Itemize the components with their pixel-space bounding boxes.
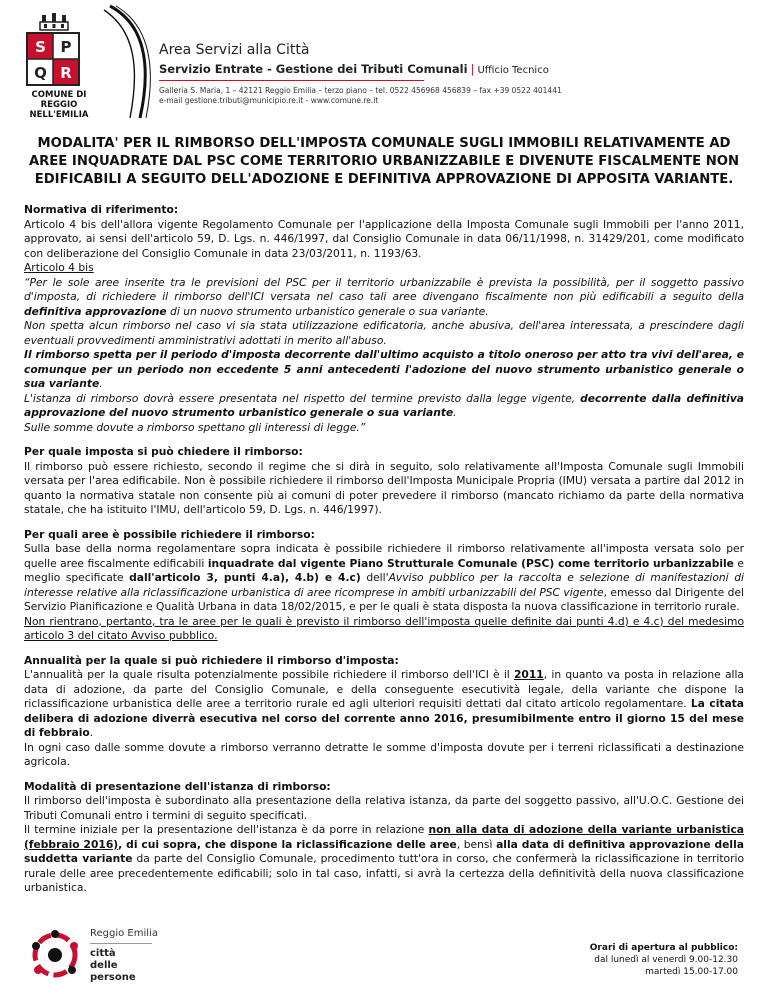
paragraph: Il rimborso può essere richiesto, secondo il regime che si dirà in seguito, solo relativamente all'Imposta Comunale sugli Immobili versata per l'area edificabile. Non è possibile richiedere il rimborso dell'Imposta Municipale Propria (IMU) versata a partire dal 2012 in quanto la normativa statale non consente più ai comuni di poter prevedere il rimborso (mancato richiamo da parte della normativa statale, che ha istituito l'IMU, dell'articolo 59, D. Lgs. n. 446/1997).	[24, 459, 744, 516]
section-heading: Annualità per la quale si può richiedere il rimborso d'imposta:	[24, 653, 399, 667]
text-run: .	[453, 406, 457, 419]
paragraph	[24, 542, 744, 615]
people-logo-icon	[26, 926, 84, 984]
text-run-bold: inquadrate dal vigente Piano Strutturale Comunale (PSC) come territorio urbanizzabile	[207, 556, 734, 570]
footer-logo-rule	[90, 943, 152, 944]
text-run-bold: dall'articolo 3, punti 4.a), 4.b) e 4.c)	[129, 571, 361, 584]
footer-slogan-line-1: città	[90, 948, 116, 959]
crest-caption	[16, 90, 102, 120]
text-run-bold: decorrente dalla definitiva approvazione del nuovo strumento urbanistico generale o sua variante	[24, 391, 745, 419]
section-modalita	[24, 780, 744, 896]
quote-paragraph	[24, 276, 744, 320]
quote-paragraph	[24, 392, 744, 421]
service-title	[159, 62, 549, 76]
section-heading: Normativa di riferimento:	[24, 203, 179, 216]
shield-icon	[26, 32, 80, 86]
paragraph	[24, 823, 744, 896]
crest-caption-line-2: REGGIO NELL'EMILIA	[29, 100, 89, 120]
service-name: Servizio Entrate - Gestione dei Tributi Comunali	[159, 62, 468, 76]
text-run-bold: definitiva approvazione	[24, 304, 167, 318]
footer-slogan-line-2: delle persone	[90, 960, 136, 983]
crest-letter-s: S	[35, 38, 46, 56]
quote-paragraph: Sulle somme dovute a rimborso spettano gli interessi di legge.”	[24, 420, 366, 434]
crest-letter-r: R	[60, 64, 72, 82]
office-name: Ufficio Tecnico	[477, 65, 549, 76]
paragraph: Il rimborso dell'imposta è subordinato alla presentazione della relativa istanza, da parte del soggetto passivo, all'U.O.C. Gestione dei Tributi Comunali entro i termini di seguito specificati.	[24, 794, 744, 822]
text-run-bold: Il rimborso spetta per il periodo d'imposta decorrente dall'ultimo acquisto a titolo oneroso per atto tra vivi dell'area, e comunque per un periodo non eccedente 5 anni antecedenti l'adozione del nuovo strumento urbanistico generale o sua variante	[24, 348, 744, 390]
text-run: , bensì	[456, 837, 497, 851]
quote-paragraph: Non spetta alcun rimborso nel caso vi sia stata utilizzazione edificatoria, anche abusiva, dell'area interessata, a prescindere dagli eventuali provvedimenti amministrativi adottati in merito all'abuso.	[24, 319, 744, 347]
crest-caption-line-1: COMUNE DI	[31, 90, 87, 100]
text-run-bold: , di cui sopra, che dispone la riclassificazione delle aree	[118, 837, 457, 851]
header-address: Galleria S. Maria, 1 – 42121 Reggio Emilia – terzo piano – tel. 0522 456968 456839 – fax +39 0522 401441	[159, 86, 562, 95]
header-address-block	[159, 86, 562, 106]
footer-slogan	[90, 948, 166, 984]
article-label: Articolo 4 bis	[24, 261, 94, 274]
text-run: .	[89, 726, 94, 739]
opening-hours-line-2: martedì 15.00-17.00	[645, 967, 738, 977]
opening-hours-line-1: dal lunedì al venerdì 9.00-12.30	[594, 955, 738, 965]
text-run: , in quanto va posta in relazione alla data di adozione, da parte del Consiglio Comunale, e della conseguente esecutività legale, della variante che dispone la riclassificazione urbanistica delle aree a territorio rurale ed agli ulteriori requisiti dettati dal citato articolo regolamentare.	[24, 668, 744, 710]
section-annualita	[24, 654, 744, 770]
text-run: L'istanza di rimborso dovrà essere presentata nel rispetto del termine previsto dalla legge vigente,	[24, 391, 581, 405]
opening-hours	[590, 942, 738, 978]
section-heading: Per quali aree è possibile richiedere il rimborso:	[24, 527, 315, 541]
letterhead-swoosh-icon	[96, 4, 156, 120]
text-run-bold: La citata delibera di adozione diverrà esecutiva nel corso del corrente anno 2016, presumibilmente entro il giorno 15 del mese di febbraio	[24, 697, 744, 739]
footer-logo	[26, 924, 166, 986]
text-run: di un nuovo strumento urbanistico generale o sua variante.	[166, 304, 489, 318]
text-run: Il termine iniziale per la presentazione dell'istanza è da porre in relazione	[24, 823, 429, 836]
text-run: da parte del Consiglio Comunale, procedimento tutt'ora in corso, che confermerà la riclassificazione in territorio rurale delle aree precedentemente edificabili; solo in tal caso, infatti, si avrà la certezza della definitività della nuova classificazione urbanistica.	[24, 852, 744, 894]
header-separator: |	[470, 62, 475, 76]
section-heading: Modalità di presentazione dell'istanza di rimborso:	[24, 779, 331, 793]
header-contacts: e-mail gestione.tributi@municipio.re.it - www.comune.re.it	[159, 96, 379, 105]
paragraph: In ogni caso dalle somme dovute a rimborso verranno detratte le somme d'imposta dovute per i terreni riclassificati a destinazione agricola.	[24, 740, 744, 768]
crown-icon	[38, 12, 70, 32]
paragraph-underlined: Non rientrano, pertanto, tra le aree per le quali è previsto il rimborso dell'imposta quelle definite dai punti 4.d) e 4.c) del medesimo articolo 3 del citato Avviso pubblico.	[24, 614, 744, 642]
footer-city: Reggio Emilia	[90, 928, 158, 939]
section-heading: Per quale imposta si può chiedere il rimborso:	[24, 445, 303, 458]
paragraph: Articolo 4 bis dell'allora vigente Regolamento Comunale per l'applicazione della Imposta Comunale sugli Immobili per l'anno 2011, approvato, ai sensi dell'articolo 59, D. Lgs. n. 446/1997, dal Consiglio Comunale in data 06/11/1998, n. 31429/201, come modificato con deliberazione del Consiglio Comunale in data 23/03/2011, n. 1193/63.	[24, 217, 744, 260]
text-run-bold: alla data di definitiva approvazione della suddetta variante	[24, 837, 744, 865]
text-run: , emesso dal Dirigente del Servizio Pianificazione e Qualità Urbana in data 18/02/2015, e per le quali è stata disposta la nuova classificazione in territorio rurale.	[24, 585, 744, 613]
text-run: “Per le sole aree inserite tra le previsioni del PSC per il territorio urbanizzabile è prevista la possibilità, per il soggetto passivo d'imposta, di richiedere il rimborso dell'ICI versata nel caso tali aree divengano fiscalmente non più edificabili a seguito della	[24, 275, 744, 303]
header-rule	[159, 80, 424, 81]
document-title: MODALITA' PER IL RIMBORSO DELL'IMPOSTA COMUNALE SUGLI IMMOBILI RELATIVAMENTE AD AREE INQUADRATE DAL PSC COME TERRITORIO URBANIZZABILE E DIVENUTE FISCALMENTE NON EDIFICABILI A SEGUITO DELL'ADOZIONE E DEFINITIVA APPROVAZIONE DI APPOSITA VARIANTE.	[28, 136, 740, 187]
quote-paragraph	[24, 348, 744, 392]
crest-letter-p: P	[60, 38, 72, 56]
text-run: .	[99, 377, 103, 390]
text-run-bold-underlined: non alla data di adozione della variante urbanistica (febbraio 2016)	[24, 823, 744, 851]
text-run: dell'	[360, 571, 389, 584]
section-aree	[24, 528, 744, 644]
document-body	[24, 203, 744, 906]
crest-letter-q: Q	[34, 64, 47, 82]
year-highlight: 2011	[514, 668, 544, 681]
text-run: e meglio specificate	[24, 556, 744, 584]
area-title: Area Servizi alla Città	[159, 42, 310, 58]
section-imposta	[24, 445, 744, 518]
section-normativa	[24, 203, 744, 435]
text-run: L'annualità per la quale risulta potenzialmente possibile richiedere il rimborso dell'ICI è il	[24, 668, 514, 681]
text-run-italic: Avviso pubblico per la raccolta e selezione di manifestazioni di interesse relative alla riclassificazione urbanistica di aree ricomprese in ambiti urbanizzabili del PSC vigente	[24, 571, 744, 599]
letterhead	[0, 0, 768, 120]
text-run: Sulla base della norma regolamentare sopra indicata è possibile richiedere il rimborso relativamente all'imposta versata solo per quelle aree fiscalmente edificabili	[24, 542, 744, 570]
comune-crest	[16, 10, 94, 120]
paragraph	[24, 668, 744, 741]
opening-hours-title: Orari di apertura al pubblico:	[589, 943, 738, 953]
